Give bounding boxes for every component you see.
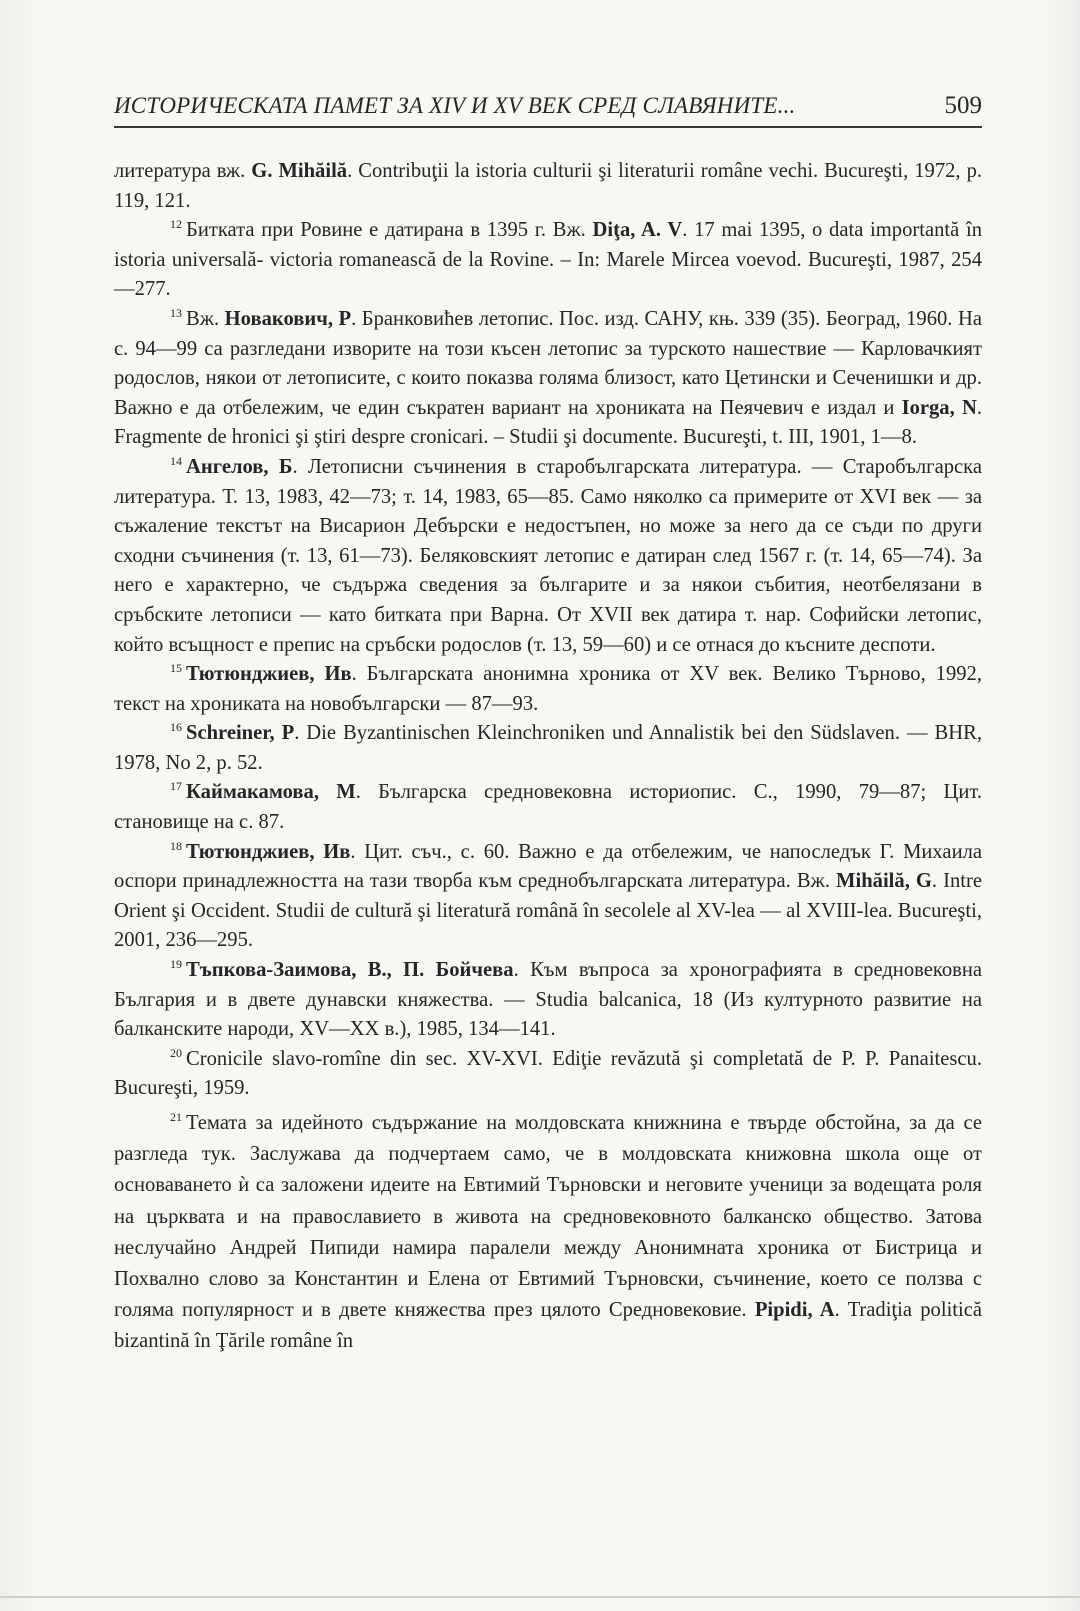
footnote-number: 20 [170,1045,182,1060]
footnote-17: $^{17}$ Каймакамова, М. Българска средновековна историопис. С., 1990, 79—87; Цит. становище на с. 87. [114,779,982,834]
author-name: Mihăilă, G [836,870,932,893]
page-number: 509 [944,92,982,119]
footnote-19: $^{19}$ Тъпкова-Заимова, В., П. Бойчева. Към въпроса за хронографията в средновековна България и в двете дунавски княжества. — Studia balcanica, 18 (Из културното развитие на балканските народи, XV—XX в.), 1985, 134—141. [114,957,982,1041]
author-name: Diţa, A. V [592,219,683,242]
author-name: G. Mihăilă [251,160,348,182]
footnote-18: $^{18}$ Тютюнджиев, Ив. Цит. съч., с. 60. Важно е да отбележим, че напоследък Г. Михаила оспори принадлежността на тази творба към среднобългарската литература. Вж. Mihăilă, G. Intre Orient şi Occident. Studii de cultură şi literatură română în secolele al XV-lea — al XVIII-lea. Bucureşti, 2001, 236—295. [114,838,983,952]
footnote-number: 13 [170,305,182,320]
footnote-number: 21 [170,1110,182,1124]
footnote-number: 15 [170,661,182,676]
running-header [114,92,982,128]
footnotes [114,157,982,1358]
footnote-13: $^{13}$ Вж. Новакович, Р. Бранковићев летопис. Пос. изд. САНУ, књ. 339 (35). Београд, 1960. На с. 94—99 са разгледани изворите на този късен летопис за турското нашествие — Карловачкият родослов, някои от летописите, с които показва голяма близост, като Цетински и Сеченишки и др. Важно е да отбележим, че един съкратен вариант на хрониката на Пеячевич е издал и Iorga, N. Fragmente de hronici şi ştiri despre cronicari. – Studii şi documente. Bucureşti, t. III, 1901, 1—8. [114,305,983,449]
footnote-15: $^{15}$ Тютюнджиев, Ив. Българската анонимна хроника от XV век. Велико Търново, 1992, текст на хрониката на новобългарски — 87—93. [114,661,982,715]
footnote-number: 17 [170,779,182,794]
footnote-21: $^{21}$ Темата за идейното съдържание на молдовската книжнина е твърде обстойна, за да се разгледа тук. Заслужава да подчертаем само, че в молдовската книжовна школа още от основаването ѝ са заложени идеите на Евтимий Търновски и неговите ученици за водещата роля на църквата и на православието в живота на средновековното балканско общество. Затова неслучайно Андрей Пипиди намира паралели между Анонимната хроника от Бистрица и Похвално слово за Константин и Елена от Евтимий Търновски, съчинение, което се ползва с голяма популярност и в двете княжества през цялото Средновековие. Pipidi, A. Tradiţia politică bizantină în Ţările române în [114,1110,983,1353]
footnote-20: $^{20}$ Cronicile slavo-romîne din sec. XV-XVI. Ediţie revăzută şi completată de P. P. Panaitescu. Bucureşti, 1959. [114,1045,982,1100]
author-name: Тютюнджиев, Ив [186,663,352,686]
footnote-number: 19 [170,957,182,972]
footnote-number: 18 [170,838,182,853]
author-name: Тютюнджиев, Ив [186,840,351,863]
author-name: Ангелов, Б [186,455,293,478]
footnote-continuation: литература вж. G. Mihăilă. Contribuţii la istoria culturii şi literaturii române vechi. Bucureşti, 1972, p. 119, 121. [114,160,983,212]
author-name: Каймакамова, М [186,781,356,804]
footnote-number: 14 [170,453,182,468]
author-name: Pipidi, A [754,1299,835,1322]
author-name: Schreiner, P [186,722,295,745]
footnote-14: $^{14}$ Ангелов, Б. Летописни съчинения в старобългарската литература. — Старобългарска литература. Т. 13, 1983, 42—73; т. 14, 1983, 65—85. Само няколко са примерите от XVI век — за съжаление текстът на Висарион Дебърски е недостъпен, но може за него да се съди по други сходни съчинения (т. 13, 61—73). Беляковският летопис е датиран след 1567 г. (т. 14, 65—74). За него е характерно, че съдържа сведения за българите и за някои събития, неотбелязани в сръбските летописи — като битката при Варна. От XVII век датира т. нар. Софийски летопис, който всъщност е препис на сръбски родослов (т. 13, 59—60) и се отнася до късните деспоти. [114,453,982,656]
author-name: Новакович, Р [224,307,352,330]
scan-edge-divider [0,1596,1080,1598]
footnote-number: 12 [170,217,182,232]
author-name: Тъпкова-Заимова, В., П. Бойчева [186,959,514,982]
footnote-number: 16 [170,720,182,735]
running-title: ИСТОРИЧЕСКАТА ПАМЕТ ЗА XIV И XV ВЕК СРЕД СЛАВЯНИТЕ... [114,93,796,118]
footnote-12: $^{12}$ Битката при Ровине е датирана в 1395 г. Вж. Diţa, A. V. 17 mai 1395, o data importantă în istoria universală- victoria romanească de la Rovine. – In: Marele Mircea voevod. Bucureşti, 1987, 254—277. [114,217,983,301]
footnote-16: $^{16}$ Schreiner, P. Die Byzantinischen Kleinchroniken und Annalistik bei den Südslaven. — BHR, 1978, No 2, p. 52. [114,720,982,774]
author-name: Iorga, N [901,396,977,419]
